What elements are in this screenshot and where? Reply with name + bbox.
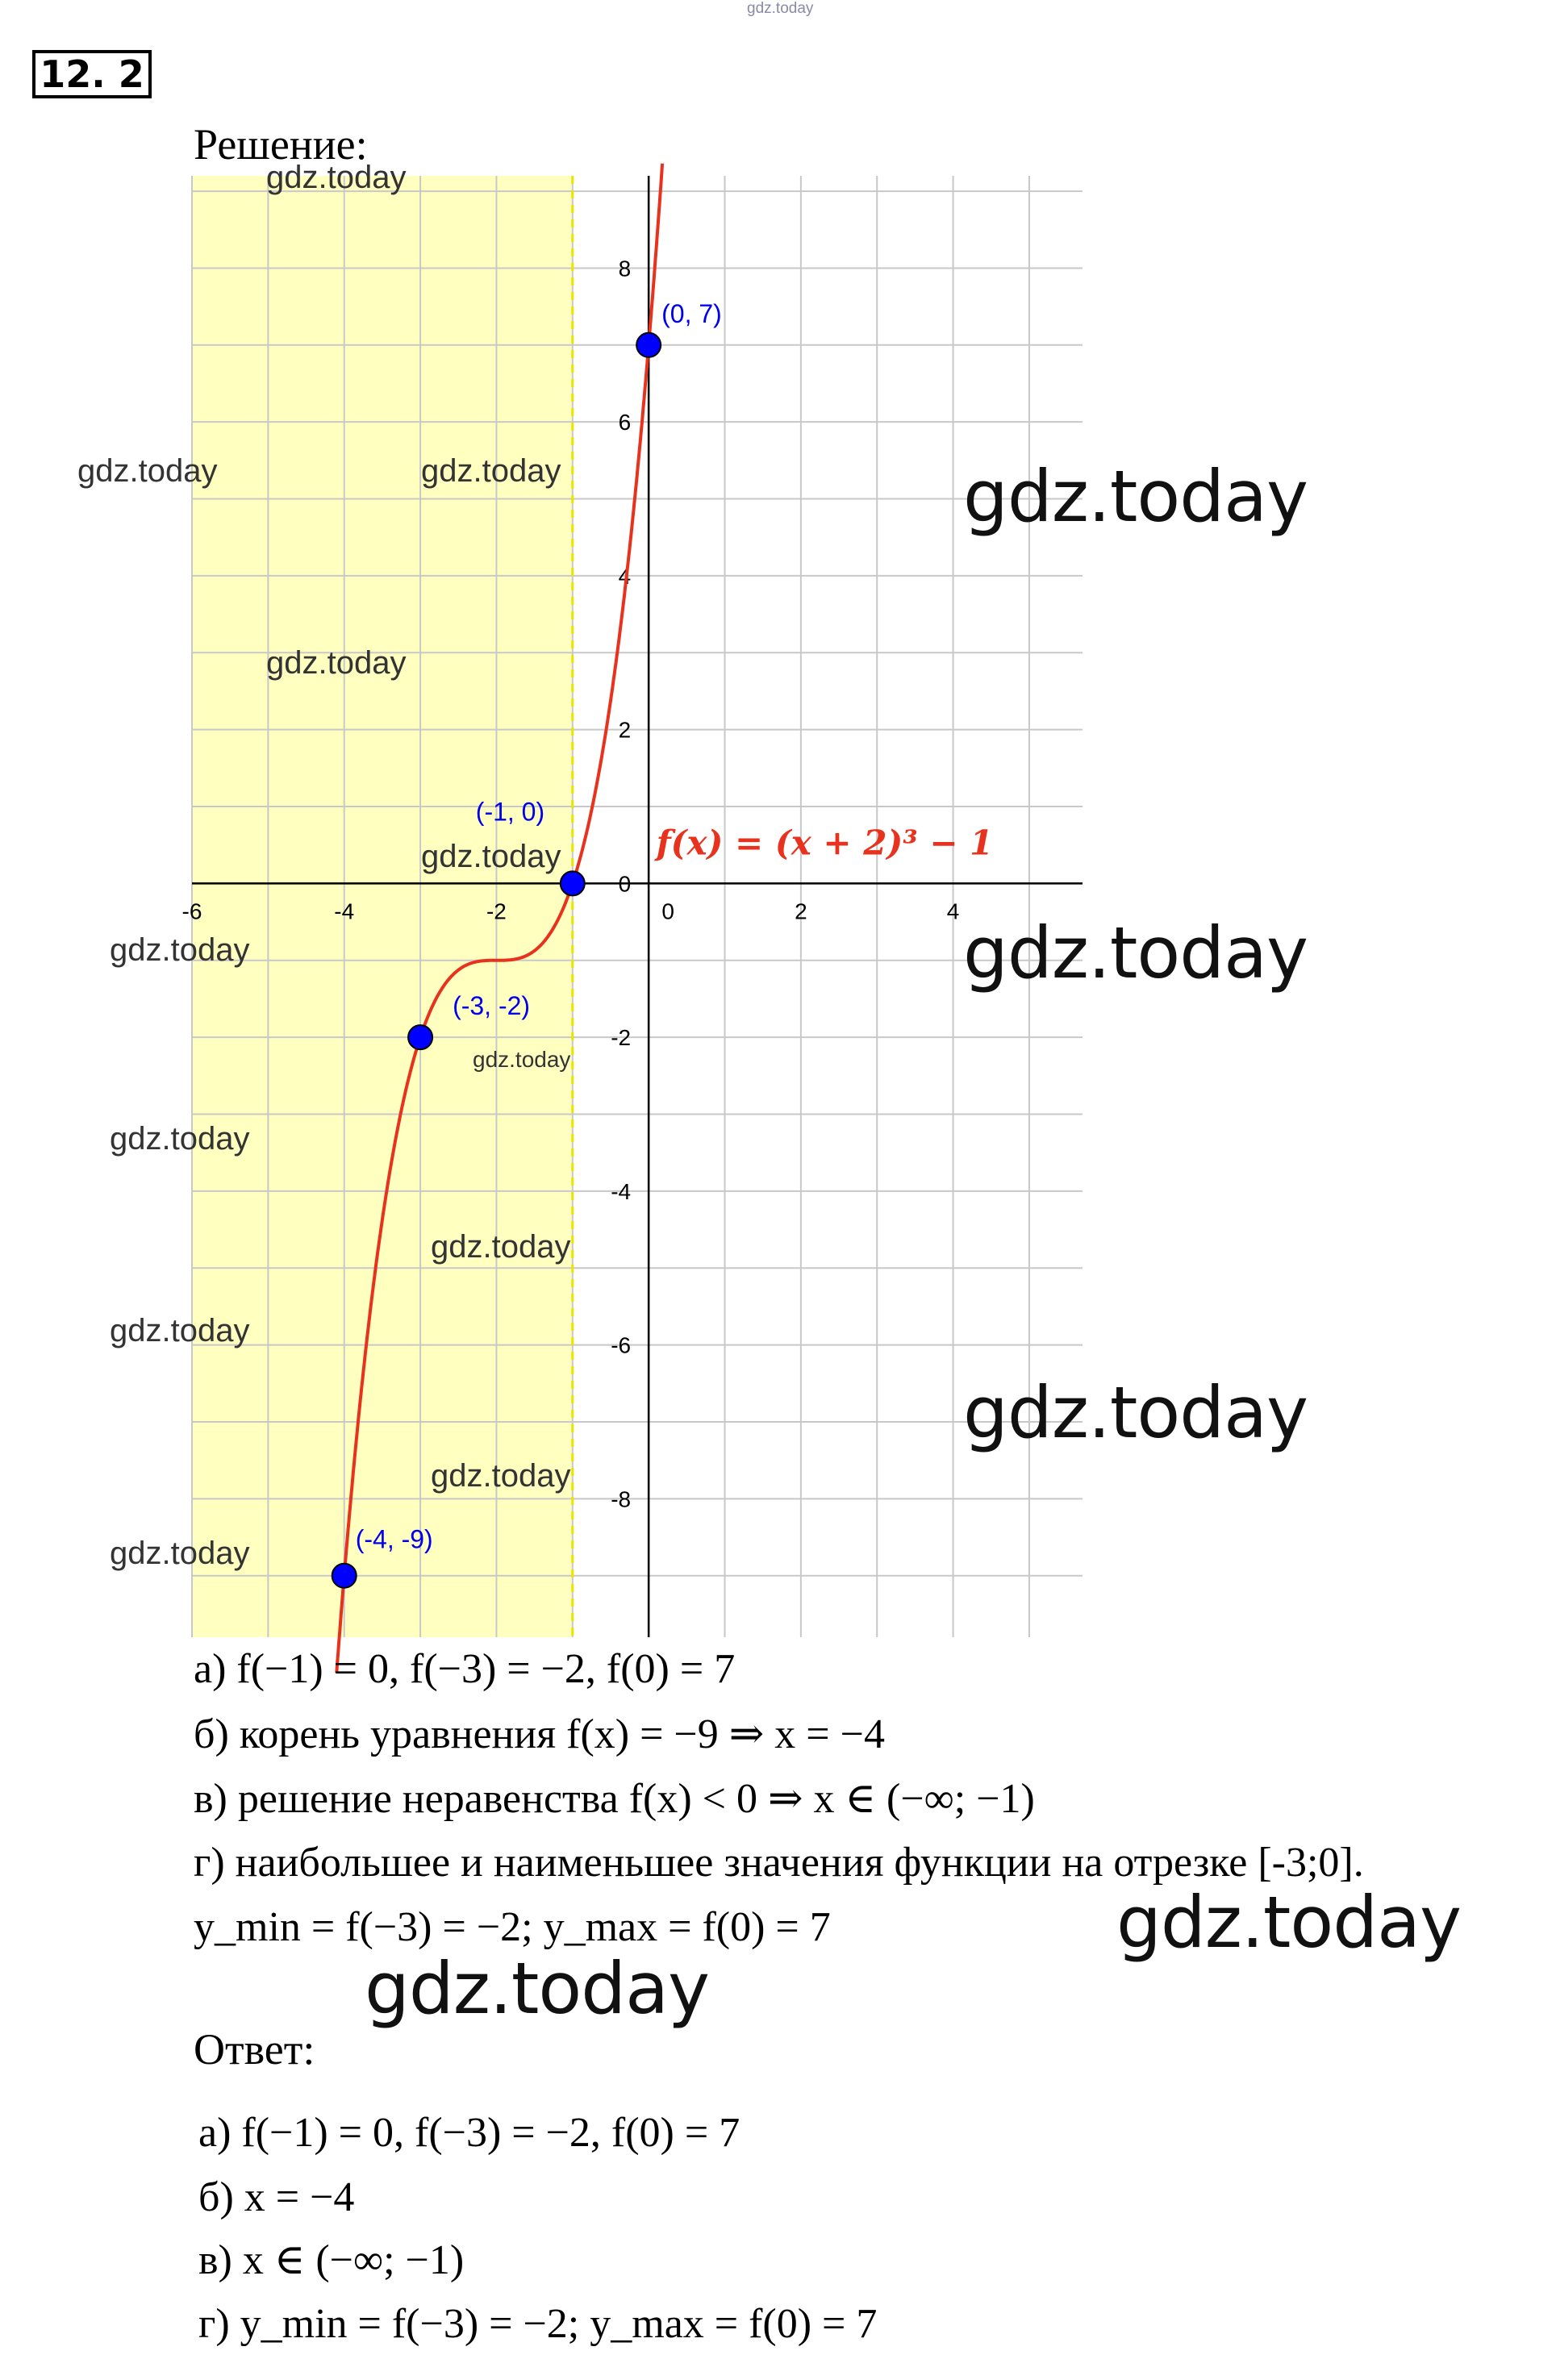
solution-line-a: а) f(−1) = 0, f(−3) = −2, f(0) = 7 <box>194 1646 736 1692</box>
x-tick-label: -6 <box>181 898 202 924</box>
watermark: gdz.today <box>110 932 250 968</box>
watermark: gdz.today <box>110 1313 250 1348</box>
watermark: gdz.today <box>963 911 1308 994</box>
watermark: gdz.today <box>266 645 407 681</box>
y-tick-label: -2 <box>611 1025 632 1051</box>
y-tick-label: 6 <box>618 410 632 436</box>
data-point <box>561 871 585 895</box>
watermark: gdz.today <box>473 1047 571 1072</box>
x-tick-label: 4 <box>946 898 960 924</box>
solution-line-g2: y_min = f(−3) = −2; y_max = f(0) = 7 <box>194 1904 831 1950</box>
function-label: f(x) = (x + 2)³ − 1 <box>656 823 994 863</box>
data-point <box>408 1025 432 1049</box>
y-tick-label: 2 <box>618 717 632 743</box>
x-tick-label: -4 <box>334 898 355 924</box>
watermark: gdz.today <box>421 839 561 874</box>
y-tick-label: 8 <box>618 256 632 281</box>
answer-line-a: а) f(−1) = 0, f(−3) = −2, f(0) = 7 <box>198 2110 740 2156</box>
y-tick-label: -4 <box>611 1178 632 1204</box>
x-tick-label: 0 <box>661 898 674 924</box>
solution-heading: Решение: <box>194 120 368 169</box>
y-tick-label: -6 <box>611 1332 632 1358</box>
answer-heading: Ответ: <box>194 2025 315 2074</box>
site-watermark-top: gdz.today <box>747 0 814 17</box>
watermark: gdz.today <box>431 1458 571 1494</box>
watermark: gdz.today <box>1116 1881 1462 1964</box>
watermark: gdz.today <box>963 455 1308 538</box>
watermark: gdz.today <box>421 453 561 489</box>
data-point <box>332 1564 357 1588</box>
y-tick-label: 4 <box>618 563 632 589</box>
point-label: (-4, -9) <box>355 1524 433 1554</box>
solution-line-g: г) наибольшее и наименьшее значения функции на отрезке [-3;0]. <box>194 1840 1364 1886</box>
answer-line-v: в) x ∈ (−∞; −1) <box>198 2237 465 2283</box>
watermark: gdz.today <box>365 1947 710 2030</box>
answer-line-b: б) x = −4 <box>198 2174 355 2220</box>
watermark: gdz.today <box>963 1371 1308 1454</box>
data-point <box>636 333 661 357</box>
x-tick-label: -2 <box>486 898 507 924</box>
watermark: gdz.today <box>431 1229 571 1265</box>
y-tick-label: -8 <box>611 1486 632 1512</box>
solution-line-b: б) корень уравнения f(x) = −9 ⇒ x = −4 <box>194 1711 885 1757</box>
point-label: (-3, -2) <box>453 991 531 1021</box>
point-label: (-1, 0) <box>475 797 545 827</box>
solution-line-v: в) решение неравенства f(x) < 0 ⇒ x ∈ (−∞; −1) <box>194 1776 1035 1822</box>
watermark: gdz.today <box>110 1121 250 1157</box>
x-tick-label: 2 <box>795 898 807 924</box>
point-label: (0, 7) <box>661 298 722 328</box>
task-number-box: 12. 2 <box>32 50 152 98</box>
watermark: gdz.today <box>266 160 407 195</box>
answer-line-g: г) y_min = f(−3) = −2; y_max = f(0) = 7 <box>198 2301 878 2347</box>
shaded-region <box>192 176 573 1637</box>
watermark: gdz.today <box>110 1536 250 1571</box>
watermark: gdz.today <box>77 453 218 489</box>
y-tick-label: 0 <box>618 871 632 897</box>
